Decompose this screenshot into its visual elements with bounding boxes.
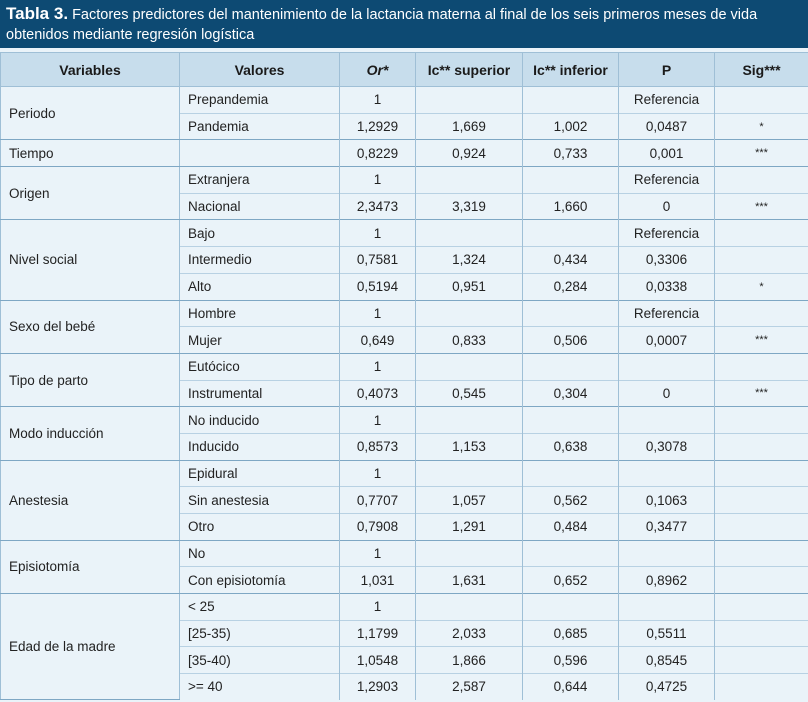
ic-superior-cell bbox=[416, 594, 523, 621]
p-cell: 0,8545 bbox=[619, 647, 715, 674]
ic-inferior-cell bbox=[523, 540, 619, 567]
or-cell: 0,649 bbox=[340, 327, 416, 354]
ic-inferior-cell bbox=[523, 87, 619, 114]
valor-cell: Alto bbox=[180, 273, 340, 300]
sig-cell: * bbox=[715, 113, 808, 140]
ic-superior-cell bbox=[416, 540, 523, 567]
valor-cell: Bajo bbox=[180, 220, 340, 247]
p-cell: 0 bbox=[619, 380, 715, 407]
ic-superior-cell bbox=[416, 460, 523, 487]
header-or: Or* bbox=[340, 53, 416, 87]
sig-cell bbox=[715, 514, 808, 541]
sig-cell bbox=[715, 433, 808, 460]
table-row bbox=[1, 300, 808, 327]
ic-inferior-cell bbox=[523, 460, 619, 487]
or-cell: 1 bbox=[340, 540, 416, 567]
variable-cell: Origen bbox=[1, 167, 180, 220]
valor-cell: Pandemia bbox=[180, 113, 340, 140]
ic-superior-cell: 0,924 bbox=[416, 140, 523, 167]
ic-inferior-cell: 0,304 bbox=[523, 380, 619, 407]
ic-superior-cell: 1,866 bbox=[416, 647, 523, 674]
or-cell: 1 bbox=[340, 460, 416, 487]
ic-superior-cell bbox=[416, 407, 523, 434]
table-row bbox=[1, 540, 808, 567]
header-row bbox=[1, 53, 808, 87]
table-row bbox=[1, 353, 808, 380]
or-cell: 1,031 bbox=[340, 567, 416, 594]
ic-superior-cell bbox=[416, 87, 523, 114]
sig-cell bbox=[715, 567, 808, 594]
or-cell: 1,1799 bbox=[340, 620, 416, 647]
ic-superior-cell: 2,033 bbox=[416, 620, 523, 647]
or-cell: 1 bbox=[340, 220, 416, 247]
sig-cell bbox=[715, 220, 808, 247]
sig-cell: *** bbox=[715, 193, 808, 220]
ic-inferior-cell: 0,434 bbox=[523, 247, 619, 274]
ic-inferior-cell bbox=[523, 407, 619, 434]
valor-cell: Intermedio bbox=[180, 247, 340, 274]
table-row bbox=[1, 87, 808, 114]
p-cell: Referencia bbox=[619, 300, 715, 327]
variable-cell: Tiempo bbox=[1, 140, 180, 167]
p-cell bbox=[619, 594, 715, 621]
valor-cell: Otro bbox=[180, 514, 340, 541]
sig-cell bbox=[715, 247, 808, 274]
ic-superior-cell: 1,631 bbox=[416, 567, 523, 594]
valor-cell: Con episiotomía bbox=[180, 567, 340, 594]
sig-cell bbox=[715, 460, 808, 487]
variable-cell: Edad de la madre bbox=[1, 594, 180, 700]
or-cell: 0,7581 bbox=[340, 247, 416, 274]
p-cell: Referencia bbox=[619, 87, 715, 114]
caption-text: Factores predictores del mantenimiento de la lactancia materna al final de los seis primeros meses de vida obtenidos mediante regresión logística bbox=[6, 7, 758, 43]
or-cell: 0,8229 bbox=[340, 140, 416, 167]
valor-cell: Instrumental bbox=[180, 380, 340, 407]
sig-cell bbox=[715, 620, 808, 647]
or-cell: 1 bbox=[340, 353, 416, 380]
sig-cell: * bbox=[715, 273, 808, 300]
sig-cell bbox=[715, 167, 808, 194]
table-row bbox=[1, 594, 808, 621]
ic-superior-cell: 0,545 bbox=[416, 380, 523, 407]
p-cell: 0,0007 bbox=[619, 327, 715, 354]
table-body bbox=[1, 87, 808, 700]
p-cell: 0,3477 bbox=[619, 514, 715, 541]
sig-cell: *** bbox=[715, 327, 808, 354]
ic-superior-cell bbox=[416, 220, 523, 247]
ic-inferior-cell: 0,284 bbox=[523, 273, 619, 300]
caption-label: Tabla 3. bbox=[6, 4, 69, 23]
p-cell: 0,8962 bbox=[619, 567, 715, 594]
sig-cell bbox=[715, 487, 808, 514]
p-cell: Referencia bbox=[619, 220, 715, 247]
ic-superior-cell: 2,587 bbox=[416, 674, 523, 700]
or-cell: 2,3473 bbox=[340, 193, 416, 220]
table-row bbox=[1, 167, 808, 194]
variable-cell: Anestesia bbox=[1, 460, 180, 540]
variable-cell: Episiotomía bbox=[1, 540, 180, 593]
ic-inferior-cell: 0,652 bbox=[523, 567, 619, 594]
ic-inferior-cell: 0,484 bbox=[523, 514, 619, 541]
valor-cell: Hombre bbox=[180, 300, 340, 327]
ic-inferior-cell: 0,506 bbox=[523, 327, 619, 354]
variable-cell: Periodo bbox=[1, 87, 180, 140]
valor-cell: [25-35) bbox=[180, 620, 340, 647]
ic-inferior-cell: 0,644 bbox=[523, 674, 619, 700]
p-cell bbox=[619, 353, 715, 380]
or-cell: 1 bbox=[340, 300, 416, 327]
sig-cell: *** bbox=[715, 140, 808, 167]
ic-superior-cell: 1,057 bbox=[416, 487, 523, 514]
p-cell: 0,1063 bbox=[619, 487, 715, 514]
or-cell: 0,5194 bbox=[340, 273, 416, 300]
sig-cell: *** bbox=[715, 380, 808, 407]
results-table bbox=[0, 52, 808, 700]
valor-cell: Eutócico bbox=[180, 353, 340, 380]
or-cell: 0,7707 bbox=[340, 487, 416, 514]
sig-cell bbox=[715, 594, 808, 621]
ic-superior-cell bbox=[416, 300, 523, 327]
p-cell bbox=[619, 460, 715, 487]
sig-cell bbox=[715, 540, 808, 567]
or-cell: 1,2929 bbox=[340, 113, 416, 140]
variable-cell: Tipo de parto bbox=[1, 353, 180, 406]
ic-superior-cell: 1,153 bbox=[416, 433, 523, 460]
header-variables: Variables bbox=[1, 53, 180, 87]
p-cell: 0 bbox=[619, 193, 715, 220]
ic-superior-cell bbox=[416, 353, 523, 380]
valor-cell: Nacional bbox=[180, 193, 340, 220]
sig-cell bbox=[715, 407, 808, 434]
valor-cell: >= 40 bbox=[180, 674, 340, 700]
ic-inferior-cell: 0,733 bbox=[523, 140, 619, 167]
p-cell: 0,3078 bbox=[619, 433, 715, 460]
valor-cell: No bbox=[180, 540, 340, 567]
p-cell bbox=[619, 407, 715, 434]
p-cell: 0,4725 bbox=[619, 674, 715, 700]
ic-inferior-cell: 0,562 bbox=[523, 487, 619, 514]
p-cell: 0,001 bbox=[619, 140, 715, 167]
header-sig: Sig*** bbox=[715, 53, 808, 87]
ic-inferior-cell bbox=[523, 353, 619, 380]
ic-superior-cell: 1,291 bbox=[416, 514, 523, 541]
header-valores: Valores bbox=[180, 53, 340, 87]
header-p: P bbox=[619, 53, 715, 87]
p-cell: 0,0487 bbox=[619, 113, 715, 140]
ic-inferior-cell bbox=[523, 300, 619, 327]
ic-superior-cell: 0,833 bbox=[416, 327, 523, 354]
ic-inferior-cell: 1,660 bbox=[523, 193, 619, 220]
p-cell: 0,5511 bbox=[619, 620, 715, 647]
or-cell: 0,7908 bbox=[340, 514, 416, 541]
valor-cell: Extranjera bbox=[180, 167, 340, 194]
ic-inferior-cell: 0,638 bbox=[523, 433, 619, 460]
sig-cell bbox=[715, 300, 808, 327]
valor-cell: Inducido bbox=[180, 433, 340, 460]
or-cell: 1 bbox=[340, 407, 416, 434]
ic-inferior-cell: 1,002 bbox=[523, 113, 619, 140]
sig-cell bbox=[715, 353, 808, 380]
valor-cell bbox=[180, 140, 340, 167]
ic-superior-cell: 1,324 bbox=[416, 247, 523, 274]
or-cell: 0,4073 bbox=[340, 380, 416, 407]
ic-superior-cell: 3,319 bbox=[416, 193, 523, 220]
table-row bbox=[1, 220, 808, 247]
or-cell: 1,2903 bbox=[340, 674, 416, 700]
p-cell bbox=[619, 540, 715, 567]
table-row bbox=[1, 140, 808, 167]
variable-cell: Sexo del bebé bbox=[1, 300, 180, 353]
ic-superior-cell bbox=[416, 167, 523, 194]
valor-cell: [35-40) bbox=[180, 647, 340, 674]
ic-inferior-cell bbox=[523, 594, 619, 621]
or-cell: 1 bbox=[340, 594, 416, 621]
valor-cell: Mujer bbox=[180, 327, 340, 354]
variable-cell: Modo inducción bbox=[1, 407, 180, 460]
sig-cell bbox=[715, 647, 808, 674]
header-ic-superior: Ic** superior bbox=[416, 53, 523, 87]
variable-cell: Nivel social bbox=[1, 220, 180, 300]
ic-inferior-cell bbox=[523, 167, 619, 194]
or-cell: 1 bbox=[340, 167, 416, 194]
valor-cell: Sin anestesia bbox=[180, 487, 340, 514]
ic-inferior-cell: 0,685 bbox=[523, 620, 619, 647]
table-row bbox=[1, 407, 808, 434]
p-cell: Referencia bbox=[619, 167, 715, 194]
valor-cell: Prepandemia bbox=[180, 87, 340, 114]
or-cell: 0,8573 bbox=[340, 433, 416, 460]
ic-inferior-cell bbox=[523, 220, 619, 247]
or-cell: 1 bbox=[340, 87, 416, 114]
valor-cell: No inducido bbox=[180, 407, 340, 434]
sig-cell bbox=[715, 674, 808, 700]
table-row bbox=[1, 460, 808, 487]
valor-cell: Epidural bbox=[180, 460, 340, 487]
p-cell: 0,3306 bbox=[619, 247, 715, 274]
or-cell: 1,0548 bbox=[340, 647, 416, 674]
ic-superior-cell: 1,669 bbox=[416, 113, 523, 140]
valor-cell: < 25 bbox=[180, 594, 340, 621]
sig-cell bbox=[715, 87, 808, 114]
ic-inferior-cell: 0,596 bbox=[523, 647, 619, 674]
header-ic-inferior: Ic** inferior bbox=[523, 53, 619, 87]
p-cell: 0,0338 bbox=[619, 273, 715, 300]
ic-superior-cell: 0,951 bbox=[416, 273, 523, 300]
table-caption bbox=[0, 0, 808, 48]
